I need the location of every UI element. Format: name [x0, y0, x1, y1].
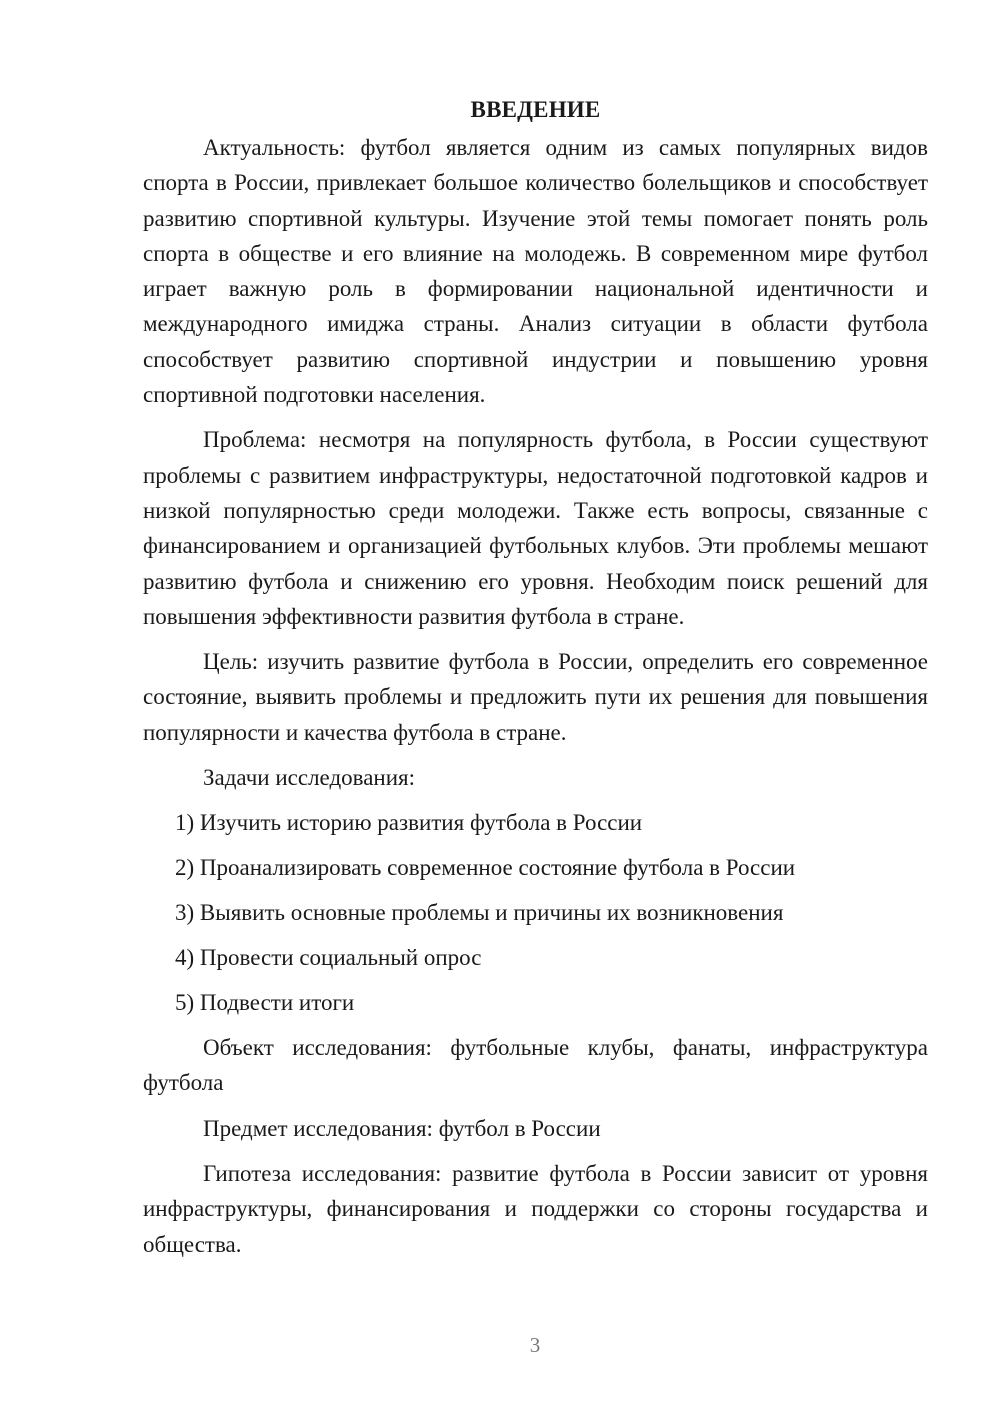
section-heading: ВВЕДЕНИЕ: [470, 97, 601, 122]
task-item: 5) Подвести итоги: [175, 990, 355, 1016]
task-item: 1) Изучить историю развития футбола в России: [175, 810, 643, 836]
subject-paragraph: Предмет исследования: футбол в России: [203, 1115, 601, 1141]
task-item: 2) Проанализировать современное состояние футбола в России: [175, 855, 796, 881]
task-item: 3) Выявить основные проблемы и причины их возникновения: [175, 900, 784, 926]
relevance-paragraph: Актуальность: футбол является одним из самых популярных видов спорта в России, привлекает большое количество болельщиков и способствует развитию спортивной культуры. Изучение этой темы помогает понять роль спорта в обществе и его влияние на молодежь. В современном мире футбол играет важную роль в формировании национальной идентичности и международного имиджа страны. Анализ ситуации в области футбола способствует развитию спортивной индустрии и повышению уровня спортивной подготовки населения.: [143, 135, 928, 408]
task-item: 4) Провести социальный опрос: [175, 945, 482, 971]
page-number: 3: [529, 1333, 541, 1357]
problem-paragraph: Проблема: несмотря на популярность футбола, в России существуют проблемы с развитием инфраструктуры, недостаточной подготовкой кадров и низкой популярностью среди молодежи. Также есть вопросы, связанные с финансированием и организацией футбольных клубов. Эти проблемы мешают развитию футбола и снижению его уровня. Необходим поиск решений для повышения эффективности развития футбола в стране.: [143, 427, 928, 629]
hypothesis-paragraph: Гипотеза исследования: развитие футбола в России зависит от уровня инфраструктуры, финансирования и поддержки со стороны государства и общества.: [143, 1160, 928, 1257]
object-paragraph: Объект исследования: футбольные клубы, фанаты, инфраструктура футбола: [143, 1035, 928, 1096]
tasks-list: [143, 805, 928, 1020]
tasks-heading: Задачи исследования:: [203, 765, 416, 791]
goal-paragraph: Цель: изучить развитие футбола в России, определить его современное состояние, выявить проблемы и предложить пути их решения для повышения популярности и качества футбола в стране.: [143, 649, 928, 745]
document-page: [143, 92, 928, 1272]
